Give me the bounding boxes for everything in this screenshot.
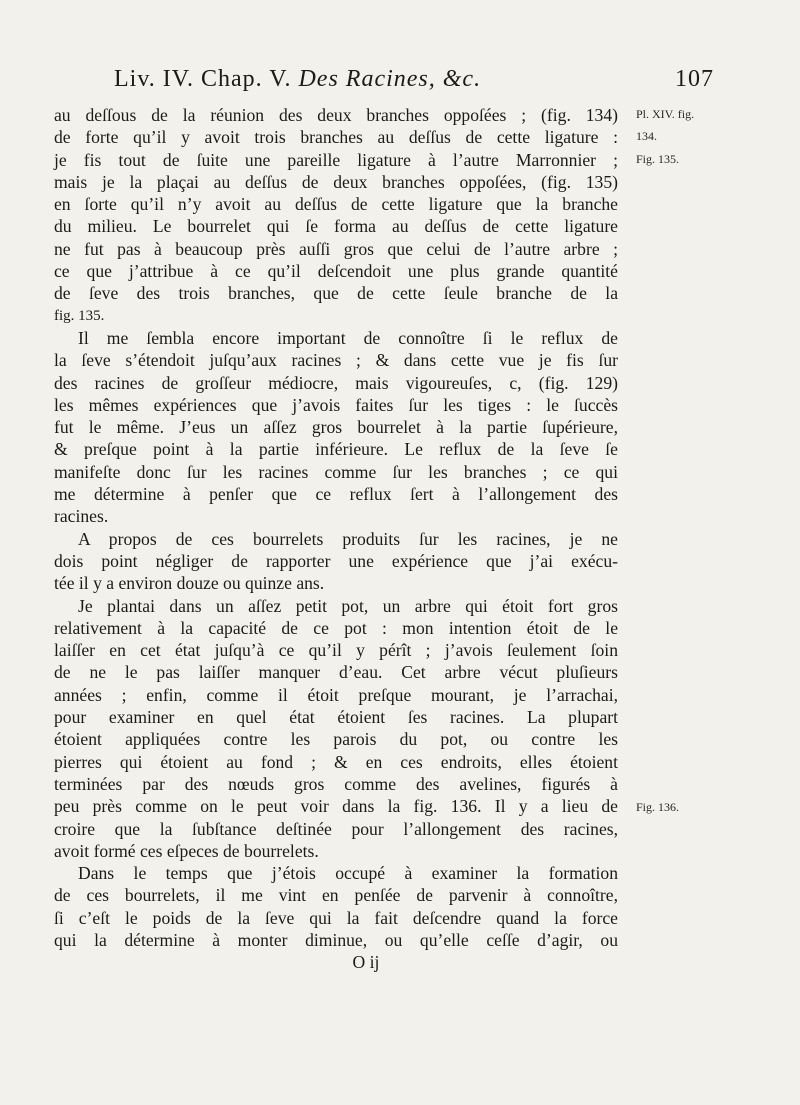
text-line: ſi c’eſt le poids de la ſeve qui la fait deſcendre quand la force [54, 907, 618, 928]
text-line: racines. [54, 506, 109, 527]
running-header [114, 66, 714, 100]
text-line: laiſſer en cet état juſqu’à ce qu’il y pérît ; j’avois ſeulement ſoin [54, 640, 618, 661]
margin-note-plate: Pl. XIV. fig. [636, 107, 695, 121]
text-line: du milieu. Le bourrelet qui ſe forma au deſſus de cette ligature [54, 216, 618, 237]
text-line: avoit formé ces eſpeces de bourrelets. [54, 840, 319, 861]
margin-note-figure-number: 134. [636, 129, 657, 143]
text-line: de ſeve des trois branches, que de cette ſeule branche de la [54, 283, 618, 304]
text-line: fut le même. J’eus un aſſez gros bourrelet à la partie ſupérieure, [54, 417, 618, 438]
text-line: A propos de ces bourrelets produits ſur les racines, je ne [78, 528, 618, 549]
text-line: croire que la ſubſtance deſtinée pour l’allongement des racines, [54, 818, 618, 839]
text-line: pierres qui étoient au fond ; & en ces endroits, elles étoient [54, 751, 618, 772]
text-line: ce que j’attribue à ce qu’il deſcendoit une plus grande quantité [54, 261, 618, 282]
text-line: Dans le temps que j’étois occupé à examiner la formation [78, 863, 618, 884]
text-line: dois point négliger de rapporter une expérience que j’ai exécu- [54, 550, 618, 571]
text-line: en ſorte qu’il n’y avoit au deſſus de cette ligature que la branche [54, 194, 618, 215]
text-line: relativement à la capacité de ce pot : mon intention étoit de le [54, 617, 618, 638]
page-number: 107 [675, 66, 714, 92]
text-line: de forte qu’il y avoit trois branches au deſſus de cette ligature : [54, 127, 618, 148]
text-line: terminées par des nœuds gros comme des avelines, figurés à [54, 773, 618, 794]
text-line: & preſque point à la partie inférieure. Le reflux de la ſeve ſe [54, 439, 618, 460]
text-line: tée il y a environ douze ou quinze ans. [54, 573, 325, 594]
text-line: fig. 135. [54, 307, 105, 324]
chapter-heading [114, 66, 481, 93]
text-line: qui la détermine à monter diminue, ou qu’elle ceſſe d’agir, ou [54, 929, 618, 950]
text-line: manifeſte donc ſur les racines comme ſur les branches ; ce qui [54, 461, 618, 482]
chapter-label: Liv. IV. Chap. V. [114, 66, 292, 92]
text-line: les mêmes expériences que j’avois faites ſur les tiges : le ſuccès [54, 394, 618, 415]
text-line: ne fut pas à beaucoup près auſſi gros que celui de l’autre arbre ; [54, 238, 618, 259]
text-line: des racines de groſſeur médiocre, mais vigoureuſes, c, (fig. 129) [54, 372, 618, 393]
text-line: la ſeve s’étendoit juſqu’aux racines ; & dans cette vue je fis ſur [54, 350, 618, 371]
text-line: me détermine à penſer que ce reflux ſert à l’allongement des [54, 484, 618, 505]
text-line: étoient appliquées contre les parois du pot, ou contre les [54, 729, 618, 750]
text-line: de ces bourrelets, il me vint en penſée de parvenir à connoître, [54, 885, 618, 906]
margin-note-fig-135: Fig. 135. [636, 152, 680, 166]
text-line: je fis tout de ſuite une pareille ligature à l’autre Marronnier ; [54, 149, 618, 170]
body-text [54, 104, 618, 974]
text-line: années ; enfin, comme il étoit preſque mourant, je l’arrachai, [54, 684, 618, 705]
text-line: Je plantai dans un aſſez petit pot, un arbre qui étoit fort gros [78, 595, 618, 616]
text-line: de ne le pas laiſſer manquer d’eau. Cet arbre vécut pluſieurs [54, 662, 618, 683]
margin-note-fig-136: Fig. 136. [636, 800, 680, 814]
text-line: au deſſous de la réunion des deux branches oppoſées ; (fig. 134) [54, 105, 618, 125]
text-line: Il me ſembla encore important de connoître ſi le reflux de [78, 327, 618, 348]
text-line: mais je la plaçai au deſſus de deux branches oppoſées, (fig. 135) [54, 171, 618, 192]
signature-mark: O ij [352, 952, 380, 973]
text-line: peu près comme on le peut voir dans la fig. 136. Il y a lieu de [54, 796, 618, 817]
text-line: pour examiner en quel état étoient ſes racines. La plupart [54, 707, 618, 728]
chapter-title: Des Racines, &c. [298, 66, 482, 92]
